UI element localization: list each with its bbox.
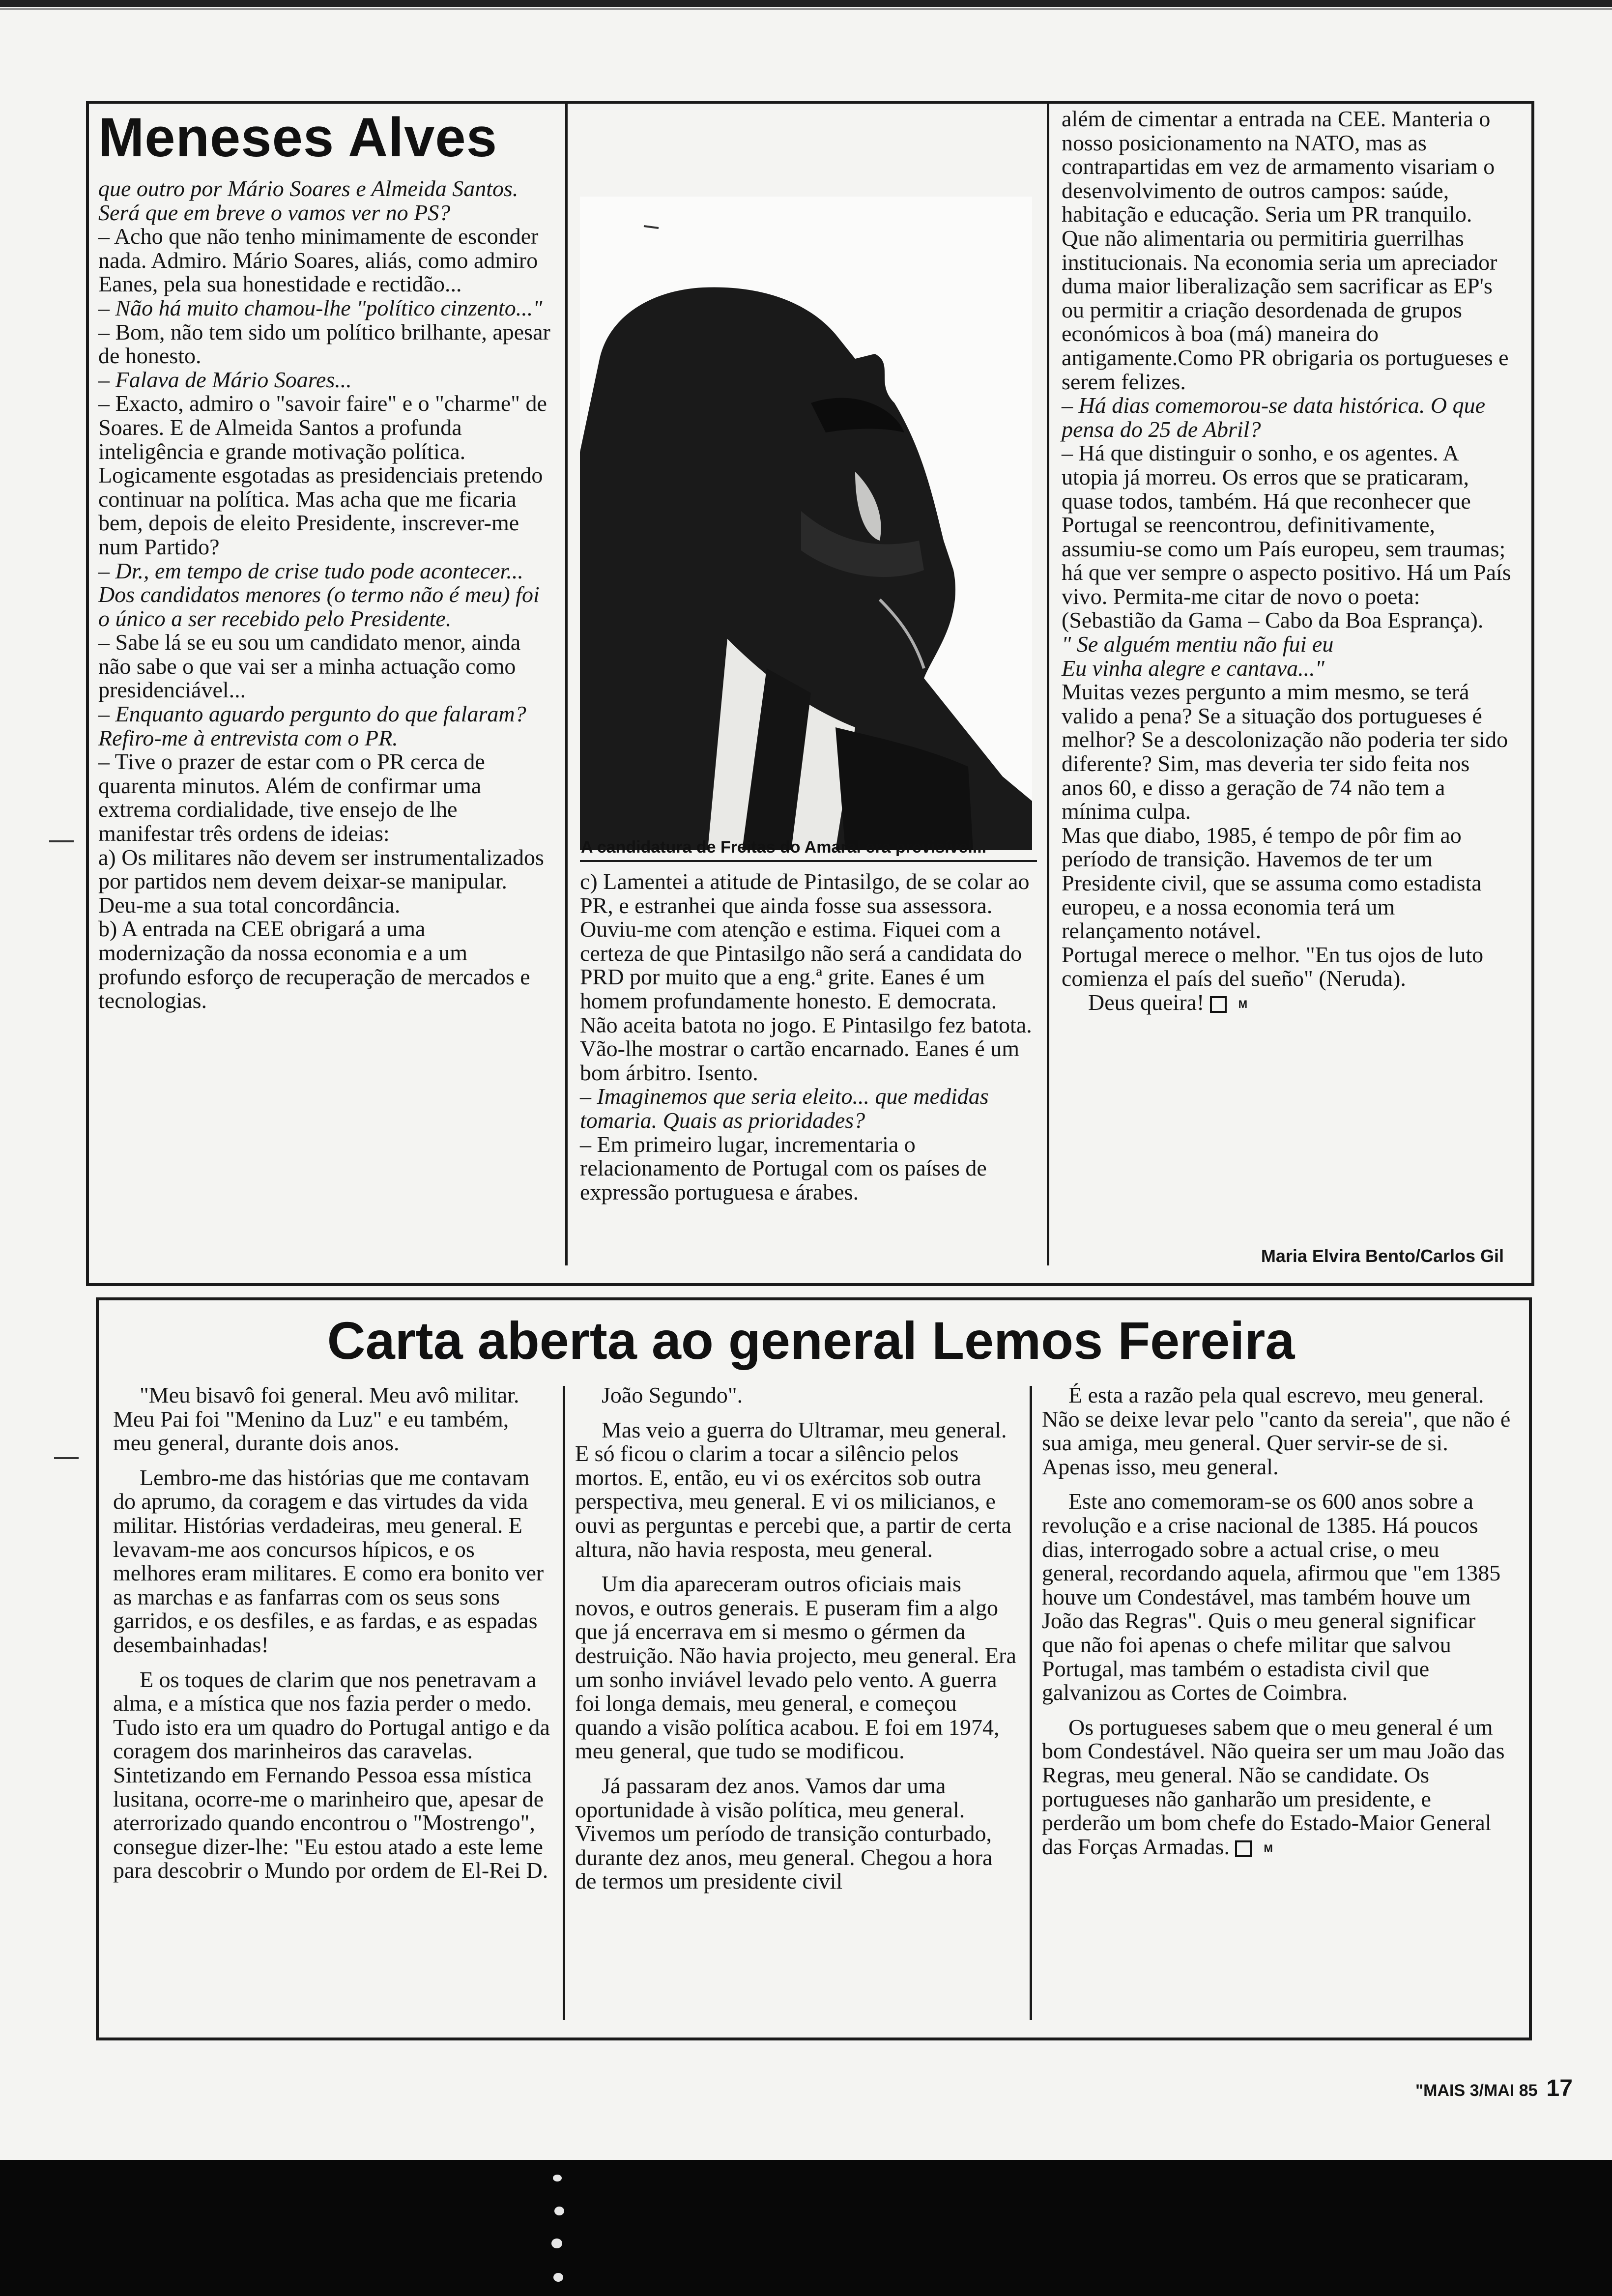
paragraph: – Bom, não tem sido um político brilhante, apesar de honesto. xyxy=(98,319,550,369)
letter-column-2 xyxy=(575,1383,1017,1894)
interview-column-2 xyxy=(580,870,1035,1204)
paragraph: Os portugueses sabem que o meu general é um bom Condestável. Não queira ser um mau João das Regras, meu general. Não se candidate. Os portugueses não ganharão um presidente, e perderão um bom chefe do Estado-Maior General das Forças Armadas. M xyxy=(1042,1714,1505,1859)
end-mark-icon: M xyxy=(1210,996,1227,1013)
scan-dot xyxy=(554,2207,564,2215)
column-rule xyxy=(563,1386,565,2020)
margin-mark xyxy=(49,840,74,842)
paragraph: – Sabe lá se eu sou um candidato menor, ainda não sabe o que vai ser a minha actuação como presidenciável... xyxy=(98,630,521,703)
top-rule-shadow xyxy=(0,8,1612,10)
scan-bottom-edge xyxy=(0,2160,1612,2296)
paragraph: – Enquanto aguardo pergunto do que falaram? Refiro-me à entrevista com o PR. xyxy=(98,701,526,750)
paragraph: Já passaram dez anos. Vamos dar uma oportunidade à visão política, meu general. Vivemos um período de transição conturbado, durante dez anos, meu general. Chegou a hora de termos um presidente civil xyxy=(575,1773,993,1894)
end-mark-icon: M xyxy=(1235,1840,1252,1857)
paragraph: b) A entrada na CEE obrigará a uma modernização da nossa economia e a um profundo esforço de recuperação de mercados e tecnologias. xyxy=(98,916,530,1013)
paragraph: E os toques de clarim que nos penetravam a alma, e a mística que nos fazia perder o medo. Tudo isto era um quadro do Portugal antigo e da coragem dos marinheiros das caravelas. Sintetizando em Fernando Pessoa essa mística lusitana, ocorre-me o marinheiro que, apesar de aterrorizado quando encontrou o "Mostrengo", consegue dizer-lhe: "Eu estou atado a este leme para descobrir o Mundo por ordem de El-Rei D. xyxy=(113,1666,550,1883)
interview-title: Meneses Alves xyxy=(98,107,497,168)
paragraph: " Se alguém mentiu não fui eu xyxy=(1062,631,1334,657)
column-rule xyxy=(1047,103,1049,1265)
paragraph: Portugal merece o melhor. "En tus ojos de luto comienza el país del sueño" (Neruda). xyxy=(1062,942,1484,991)
paragraph: Este ano comemoram-se os 600 anos sobre a revolução e a crise nacional de 1385. Há poucos dias, interrogado sobre a actual crise, o meu general, recordando aquela, afirmou que "em 1385 houve um Condestável, mas também houve um João das Regras". Quis o meu general significar que não foi apenas o chefe militar que salvou Portugal, mas também o estadista civil que galvanizou as Cortes de Coimbra. xyxy=(1042,1489,1501,1705)
interview-column-1 xyxy=(98,177,550,1013)
paragraph: – Há que distinguir o sonho, e os agentes. A utopia já morreu. Os erros que se praticaram, quase todos, também. Há que reconhecer que Portugal se reencontrou, definitivamente, assumiu-se como um País europeu, sem traumas; há que ver sempre o aspecto positivo. Há um País vivo. Permita-me citar de novo o poeta: (Sebastião da Gama – Cabo da Boa Esprança). xyxy=(1062,440,1511,633)
column-rule xyxy=(565,103,568,1265)
scan-dot xyxy=(551,2239,562,2248)
issue-label: "MAIS 3/MAI 85 xyxy=(1415,2081,1538,2100)
paragraph: Deus queira! M xyxy=(1088,989,1248,1015)
paragraph: Lembro-me das histórias que me contavam do aprumo, da coragem e das virtudes da vida militar. Histórias verdadeiras, meu general. E levavam-me aos concursos hípicos, e os melhores eram militares. E como era bonito ver as marchas e as fanfarras com os seus sons garridos, e os desfiles, e as fardas, e as espadas desembainhadas! xyxy=(113,1464,544,1657)
paragraph: – Em primeiro lugar, incrementaria o relacionamento de Portugal com os países de expressão portuguesa e árabes. xyxy=(580,1131,987,1205)
photo-caption: A candidatura de Freitas do Amaral era previsível... xyxy=(581,838,987,857)
column-rule xyxy=(1030,1386,1032,2020)
scan-dot xyxy=(553,2273,563,2282)
margin-mark xyxy=(54,1457,79,1459)
page-number: 17 xyxy=(1546,2075,1573,2101)
paragraph: além de cimentar a entrada na CEE. Manteria o nosso posicionamento na NATO, mas as contrapartidas em vez de armamento visariam o desenvolvimento de outros campos: saúde, habitação e educação. Seria um PR tranquilo. Que não alimentaria ou permitiria guerrilhas institucionais. Na economia seria um apreciador duma maior liberalização sem sacrificar as EP's ou permitir a criação desordenada de grupos económicos à boa (má) maneira do antigamente.Como PR obrigaria os portugueses e serem felizes. xyxy=(1062,106,1509,394)
letter-title: Carta aberta ao general Lemos Fereira xyxy=(327,1311,1295,1370)
paragraph: É esta a razão pela qual escrevo, meu general. Não se deixe levar pelo "canto da sereia", que não é sua amiga, meu general. Quer servir-se de si. Apenas isso, meu general. xyxy=(1042,1382,1511,1479)
paragraph: – Há dias comemorou-se data histórica. O que pensa do 25 de Abril? xyxy=(1062,393,1485,442)
paragraph: – Tive o prazer de estar com o PR cerca de quarenta minutos. Além de confirmar uma extrema cordialidade, tive ensejo de lhe manifestar três ordens de ideias: xyxy=(98,749,485,846)
paragraph: Mas que diabo, 1985, é tempo de pôr fim ao período de transição. Havemos de ter um Presidente civil, que se assuma como estadista europeu, e a nossa economia terá um relançamento notável. xyxy=(1062,822,1482,944)
letter-column-3 xyxy=(1042,1383,1514,1859)
byline: Maria Elvira Bento/Carlos Gil xyxy=(1261,1246,1504,1266)
paragraph: João Segundo". xyxy=(602,1382,743,1407)
paragraph: Logicamente esgotadas as presidenciais pretendo continuar na política. Mas acha que me ficaria bem, depois de eleito Presidente, inscrever-me num Partido? xyxy=(98,462,543,559)
page-footer xyxy=(1415,2075,1573,2102)
paragraph: – Acho que não tenho minimamente de esconder nada. Admiro. Mário Soares, aliás, como admiro Eanes, pela sua honestidade e rectidão... xyxy=(98,224,539,297)
interview-column-3 xyxy=(1062,107,1514,1015)
paragraph: Muitas vezes pergunto a mim mesmo, se terá valido a pena? Se a situação dos portugueses é melhor? Se a descolonização não poderia ter sido diferente? Sim, mas deveria ter sido feita nos anos 60, e disso a geração de 74 não tem a mínima culpa. xyxy=(1062,679,1508,824)
paragraph: "Meu bisavô foi general. Meu avô militar. Meu Pai foi "Menino da Luz" e eu também, meu general, durante dois anos. xyxy=(113,1382,519,1456)
paragraph: Eu vinha alegre e cantava..." xyxy=(1062,655,1324,681)
portrait-photo xyxy=(580,197,1032,850)
paragraph: Mas veio a guerra do Ultramar, meu general. E só ficou o clarim a tocar a silêncio pelos mortos. E, então, eu vi os exércitos sob outra perspectiva, meu general. E vi os milicianos, e ouvi as perguntas e percebi que, a partir de certa altura, não havia resposta, meu general. xyxy=(575,1417,1012,1562)
portrait-image xyxy=(580,197,1032,850)
paragraph: c) Lamentei a atitude de Pintasilgo, de se colar ao PR, e estranhei que ainda fosse sua assessora. Ouviu-me com atenção e estima. Fiquei com a certeza de que Pintasilgo não será a candidata do PRD por muito que a eng.ª grite. Eanes é um homem profundamente honesto. E democrata. Não aceita batota no jogo. E Pintasilgo fez batota. Vão-lhe mostrar o cartão encarnado. Eanes é um bom árbitro. Isento. xyxy=(580,869,1032,1085)
caption-rule xyxy=(580,860,1037,862)
scan-dot xyxy=(553,2175,562,2181)
paragraph: Um dia apareceram outros oficiais mais novos, e outros generais. E puseram fim a algo que já encerrava em si mesmo o gérmen da destruição. Não havia projecto, meu general. Era um sonho inviável levado pelo vento. A guerra foi longa demais, meu general, e começou quando a visão política acabou. E foi em 1974, meu general, que tudo se modificou. xyxy=(575,1571,1016,1764)
paragraph: – Dr., em tempo de crise tudo pode acontecer... Dos candidatos menores (o termo não é meu) foi o único a ser recebido pelo Presidente. xyxy=(98,558,540,631)
paragraph: – Imaginemos que seria eleito... que medidas tomaria. Quais as prioridades? xyxy=(580,1084,989,1133)
top-rule xyxy=(0,0,1612,7)
paragraph: – Exacto, admiro o "savoir faire" e o "charme" de Soares. E de Almeida Santos a profunda inteligência e grande motivação política. xyxy=(98,391,547,464)
paragraph: – Não há muito chamou-lhe "político cinzento..." xyxy=(98,295,543,320)
paragraph: a) Os militares não devem ser instrumentalizados por partidos nem devem deixar-se manipular. Deu-me a sua total concordância. xyxy=(98,844,544,918)
letter-column-1 xyxy=(113,1383,550,1883)
paragraph: – Falava de Mário Soares... xyxy=(98,367,352,392)
paragraph: que outro por Mário Soares e Almeida Santos. Será que em breve o vamos ver no PS? xyxy=(98,176,518,225)
